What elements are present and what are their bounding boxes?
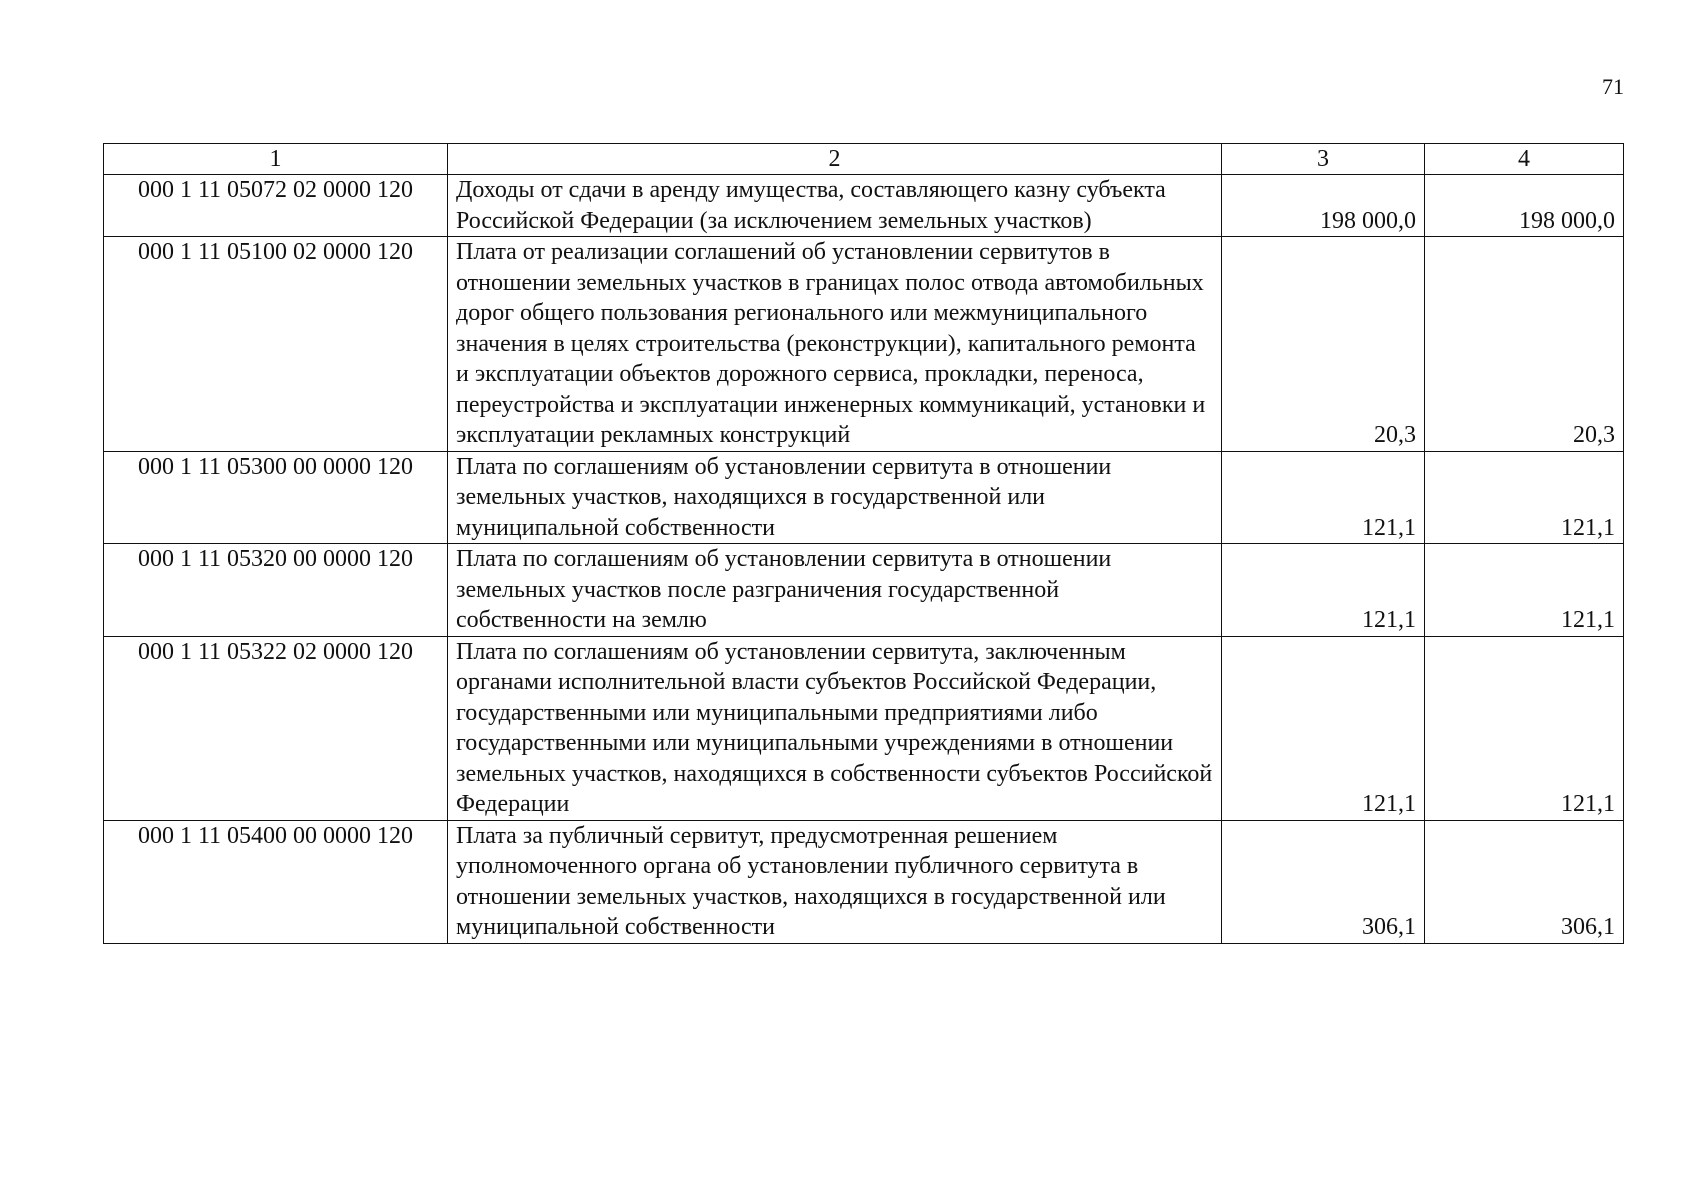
table-row	[104, 175, 1624, 237]
amount-col-4: 198 000,0	[1425, 175, 1624, 237]
amount-col-3: 121,1	[1222, 451, 1425, 544]
income-description: Доходы от сдачи в аренду имущества, составляющего казну субъекта Российской Федерации (за исключением земельных участков)	[448, 175, 1222, 237]
income-description: Плата по соглашениям об установлении сервитута в отношении земельных участков после разграничения государственной собственности на землю	[448, 544, 1222, 637]
amount-col-4: 306,1	[1425, 820, 1624, 943]
amount-col-3: 198 000,0	[1222, 175, 1425, 237]
table-row	[104, 820, 1624, 943]
budget-code: 000 1 11 05322 02 0000 120	[104, 636, 448, 820]
amount-col-4: 121,1	[1425, 636, 1624, 820]
amount-col-4: 20,3	[1425, 237, 1624, 452]
amount-col-3: 121,1	[1222, 544, 1425, 637]
table-row	[104, 544, 1624, 637]
amount-col-3: 20,3	[1222, 237, 1425, 452]
budget-code: 000 1 11 05300 00 0000 120	[104, 451, 448, 544]
table-row	[104, 237, 1624, 452]
amount-col-3: 121,1	[1222, 636, 1425, 820]
income-description: Плата по соглашениям об установлении сервитута в отношении земельных участков, находящихся в государственной или муниципальной собственности	[448, 451, 1222, 544]
header-col-4: 4	[1425, 144, 1624, 175]
budget-code: 000 1 11 05100 02 0000 120	[104, 237, 448, 452]
budget-code: 000 1 11 05320 00 0000 120	[104, 544, 448, 637]
header-col-3: 3	[1222, 144, 1425, 175]
income-description: Плата за публичный сервитут, предусмотренная решением уполномоченного органа об установлении публичного сервитута в отношении земельных участков, находящихся в государственной или муниципальной собственности	[448, 820, 1222, 943]
table-row	[104, 451, 1624, 544]
page-number: 71	[1602, 74, 1624, 99]
table-header-row	[104, 144, 1624, 175]
amount-col-4: 121,1	[1425, 451, 1624, 544]
header-col-1: 1	[104, 144, 448, 175]
budget-code: 000 1 11 05400 00 0000 120	[104, 820, 448, 943]
amount-col-4: 121,1	[1425, 544, 1624, 637]
table-row	[104, 636, 1624, 820]
income-description: Плата от реализации соглашений об установлении сервитутов в отношении земельных участков в границах полос отвода автомобильных дорог общего пользования регионального или межмуниципального значения в целях строительства (реконструкции), капитального ремонта и эксплуатации объектов дорожного сервиса, прокладки, переноса, переустройства и эксплуатации инженерных коммуникаций, установки и эксплуатации рекламных конструкций	[448, 237, 1222, 452]
revenue-table	[103, 143, 1624, 944]
income-description: Плата по соглашениям об установлении сервитута, заключенным органами исполнительной власти субъектов Российской Федерации, государственными или муниципальными предприятиями либо государственными или муниципальными учреждениями в отношении земельных участков, находящихся в собственности субъектов Российской Федерации	[448, 636, 1222, 820]
amount-col-3: 306,1	[1222, 820, 1425, 943]
budget-code: 000 1 11 05072 02 0000 120	[104, 175, 448, 237]
header-col-2: 2	[448, 144, 1222, 175]
